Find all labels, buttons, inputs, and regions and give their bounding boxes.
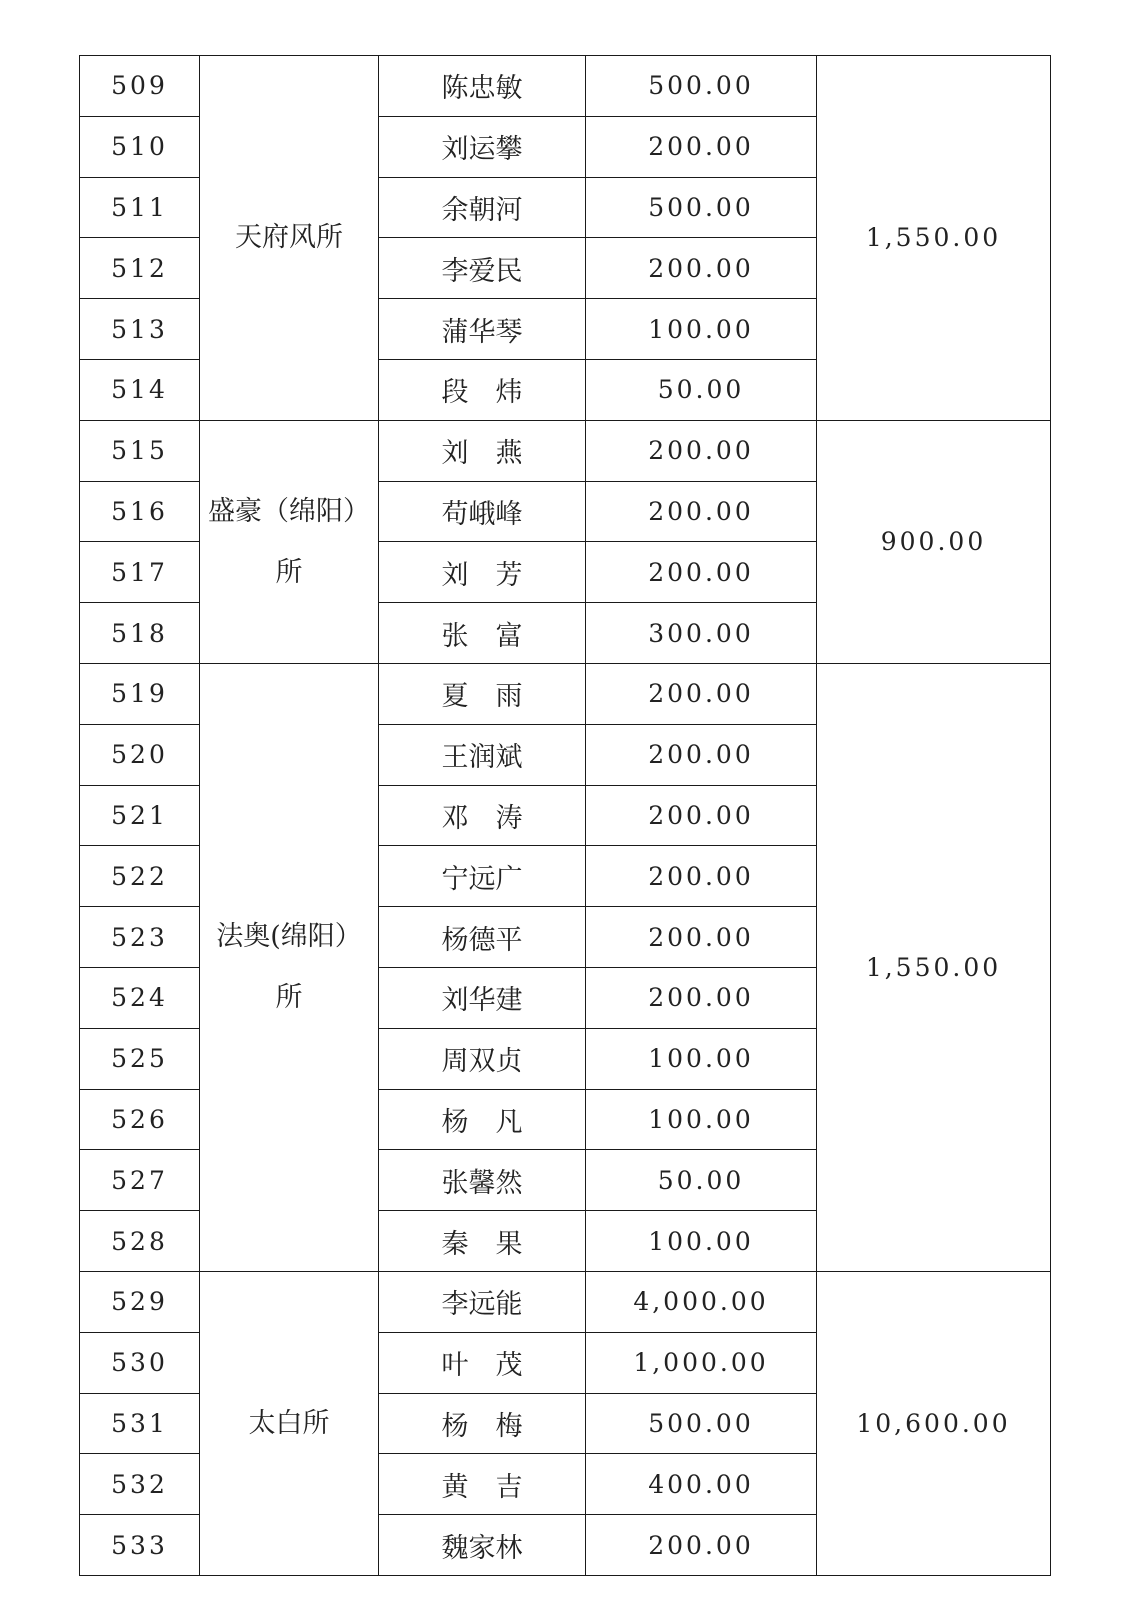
- amount-cell: 100.00: [586, 299, 817, 360]
- unit-name-text: 盛豪（绵阳）所: [208, 495, 370, 588]
- amount-cell: 200.00: [586, 238, 817, 299]
- person-name-text: 段 炜: [441, 377, 523, 409]
- row-number-cell: 532: [80, 1454, 200, 1515]
- amount-cell: 200.00: [586, 1515, 817, 1576]
- row-number-cell: 524: [80, 967, 200, 1028]
- row-number-cell: 521: [80, 785, 200, 846]
- person-name-text: 周双贞: [441, 1046, 523, 1078]
- person-name-cell: [379, 1332, 586, 1393]
- person-name-cell: [379, 481, 586, 542]
- person-name-cell: [379, 1028, 586, 1089]
- person-name-cell: [379, 116, 586, 177]
- person-name-text: 杨德平: [441, 924, 523, 956]
- person-name-cell: [379, 420, 586, 481]
- amount-cell: 50.00: [586, 1150, 817, 1211]
- row-number-cell: 512: [80, 238, 200, 299]
- group-total-cell: 1,550.00: [817, 663, 1051, 1271]
- row-number-cell: 518: [80, 603, 200, 664]
- person-name-cell: [379, 603, 586, 664]
- person-name-text: 李远能: [441, 1289, 523, 1321]
- row-number-cell: 519: [80, 663, 200, 724]
- person-name-cell: [379, 846, 586, 907]
- person-name-cell: [379, 663, 586, 724]
- person-name-cell: [379, 177, 586, 238]
- person-name-cell: [379, 1393, 586, 1454]
- amount-cell: 300.00: [586, 603, 817, 664]
- table-row: [80, 56, 1051, 117]
- person-name-cell: [379, 724, 586, 785]
- person-name-text: 张 富: [441, 620, 523, 652]
- table-row: [80, 420, 1051, 481]
- amount-cell: 500.00: [586, 1393, 817, 1454]
- person-name-cell: [379, 1454, 586, 1515]
- amount-cell: 200.00: [586, 846, 817, 907]
- person-name-text: 魏家林: [441, 1532, 523, 1564]
- person-name-text: 秦 果: [441, 1228, 523, 1260]
- person-name-cell: [379, 299, 586, 360]
- row-number-cell: 515: [80, 420, 200, 481]
- person-name-text: 叶 茂: [441, 1350, 523, 1382]
- group-total-cell: 900.00: [817, 420, 1051, 663]
- unit-name-text: 天府风所: [235, 222, 343, 254]
- donation-table: [79, 55, 1051, 1576]
- row-number-cell: 509: [80, 56, 200, 117]
- amount-cell: 200.00: [586, 724, 817, 785]
- person-name-text: 余朝河: [441, 194, 523, 226]
- amount-cell: 100.00: [586, 1028, 817, 1089]
- person-name-cell: [379, 907, 586, 968]
- person-name-cell: [379, 785, 586, 846]
- row-number-cell: 533: [80, 1515, 200, 1576]
- person-name-text: 张馨然: [441, 1167, 523, 1199]
- amount-cell: 200.00: [586, 542, 817, 603]
- amount-cell: 200.00: [586, 116, 817, 177]
- table-row: [80, 663, 1051, 724]
- unit-name-cell: [200, 1271, 379, 1575]
- person-name-cell: [379, 56, 586, 117]
- row-number-cell: 520: [80, 724, 200, 785]
- row-number-cell: 511: [80, 177, 200, 238]
- person-name-text: 蒲华琴: [441, 316, 523, 348]
- person-name-cell: [379, 967, 586, 1028]
- person-name-text: 刘 燕: [441, 438, 523, 470]
- amount-cell: 1,000.00: [586, 1332, 817, 1393]
- row-number-cell: 523: [80, 907, 200, 968]
- person-name-text: 李爱民: [441, 255, 523, 287]
- person-name-cell: [379, 1271, 586, 1332]
- person-name-text: 陈忠敏: [441, 73, 523, 105]
- row-number-cell: 530: [80, 1332, 200, 1393]
- person-name-cell: [379, 1150, 586, 1211]
- person-name-text: 刘运攀: [441, 134, 523, 166]
- row-number-cell: 510: [80, 116, 200, 177]
- row-number-cell: 522: [80, 846, 200, 907]
- unit-name-cell: [200, 420, 379, 663]
- unit-name-text: 法奥(绵阳）所: [216, 921, 362, 1014]
- row-number-cell: 526: [80, 1089, 200, 1150]
- person-name-cell: [379, 1211, 586, 1272]
- person-name-text: 黄 吉: [441, 1471, 523, 1503]
- amount-cell: 200.00: [586, 420, 817, 481]
- person-name-text: 夏 雨: [441, 681, 523, 713]
- amount-cell: 500.00: [586, 56, 817, 117]
- row-number-cell: 516: [80, 481, 200, 542]
- group-total-cell: 10,600.00: [817, 1271, 1051, 1575]
- person-name-text: 宁远广: [441, 863, 523, 895]
- group-total-cell: 1,550.00: [817, 56, 1051, 421]
- person-name-cell: [379, 359, 586, 420]
- row-number-cell: 513: [80, 299, 200, 360]
- amount-cell: 4,000.00: [586, 1271, 817, 1332]
- amount-cell: 100.00: [586, 1089, 817, 1150]
- row-number-cell: 525: [80, 1028, 200, 1089]
- person-name-text: 杨 凡: [441, 1106, 523, 1138]
- amount-cell: 200.00: [586, 907, 817, 968]
- person-name-cell: [379, 542, 586, 603]
- row-number-cell: 531: [80, 1393, 200, 1454]
- amount-cell: 200.00: [586, 663, 817, 724]
- amount-cell: 50.00: [586, 359, 817, 420]
- amount-cell: 400.00: [586, 1454, 817, 1515]
- row-number-cell: 514: [80, 359, 200, 420]
- amount-cell: 200.00: [586, 785, 817, 846]
- amount-cell: 100.00: [586, 1211, 817, 1272]
- row-number-cell: 517: [80, 542, 200, 603]
- person-name-cell: [379, 1089, 586, 1150]
- row-number-cell: 528: [80, 1211, 200, 1272]
- person-name-text: 刘 芳: [441, 559, 523, 591]
- person-name-cell: [379, 238, 586, 299]
- table-row: [80, 1271, 1051, 1332]
- person-name-text: 王润斌: [441, 742, 523, 774]
- person-name-text: 邓 涛: [441, 802, 523, 834]
- person-name-text: 刘华建: [441, 985, 523, 1017]
- amount-cell: 500.00: [586, 177, 817, 238]
- person-name-cell: [379, 1515, 586, 1576]
- unit-name-cell: [200, 56, 379, 421]
- amount-cell: 200.00: [586, 481, 817, 542]
- row-number-cell: 527: [80, 1150, 200, 1211]
- amount-cell: 200.00: [586, 967, 817, 1028]
- unit-name-cell: [200, 663, 379, 1271]
- person-name-text: 杨 梅: [441, 1410, 523, 1442]
- row-number-cell: 529: [80, 1271, 200, 1332]
- person-name-text: 苟峨峰: [441, 498, 523, 530]
- donation-table-body: [80, 56, 1051, 1576]
- unit-name-text: 太白所: [248, 1407, 330, 1439]
